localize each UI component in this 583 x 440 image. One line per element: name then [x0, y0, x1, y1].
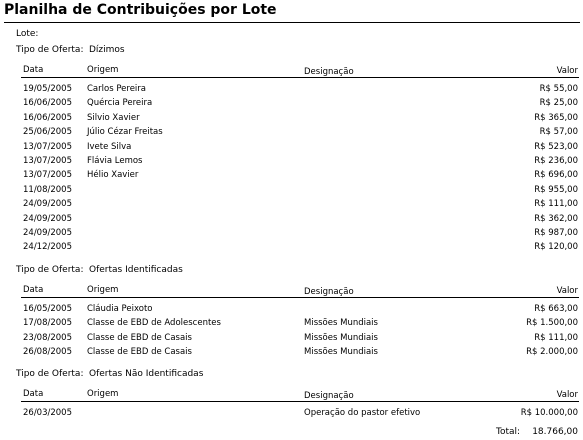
row-origem: Quércia Pereira — [87, 98, 153, 109]
row-data: 16/05/2005 — [23, 304, 72, 314]
section-name: Ofertas Não Identificadas — [89, 369, 204, 379]
column-header-data: Data — [23, 65, 44, 75]
row-data: 24/09/2005 — [23, 199, 72, 210]
row-valor: R$ 111,00 — [534, 332, 578, 343]
row-valor: R$ 955,00 — [534, 184, 578, 195]
row-valor: R$ 365,00 — [534, 112, 578, 123]
row-designacao: Missões Mundiais — [304, 332, 378, 343]
row-origem: Hélio Xavier — [87, 170, 139, 181]
row-valor: R$ 111,00 — [534, 199, 578, 210]
title-rule — [4, 22, 580, 23]
row-data: 26/03/2005 — [23, 408, 72, 418]
report-title: Planilha de Contribuições por Lote — [4, 2, 277, 18]
row-data: 19/05/2005 — [23, 84, 72, 94]
column-header-valor: Valor — [556, 66, 578, 76]
header-rule — [21, 297, 579, 298]
row-data: 25/06/2005 — [23, 127, 72, 138]
header-rule — [21, 77, 579, 78]
column-header-origem: Origem — [87, 65, 119, 75]
column-header-designacao: Designação — [304, 287, 354, 297]
row-origem: Júlio Cézar Freitas — [87, 127, 163, 138]
row-valor: R$ 236,00 — [534, 156, 578, 166]
lote-label: Lote: — [16, 29, 39, 39]
row-data: 13/07/2005 — [23, 141, 72, 152]
column-header-valor: Valor — [556, 390, 578, 400]
column-header-origem: Origem — [87, 285, 119, 295]
row-valor: R$ 57,00 — [539, 127, 578, 138]
section-name: Ofertas Identificadas — [89, 265, 183, 275]
row-origem: Ivete Silva — [87, 141, 132, 152]
section-name: Dízimos — [89, 45, 125, 55]
row-origem: Silvio Xavier — [87, 112, 140, 123]
row-valor: R$ 362,00 — [534, 213, 578, 224]
row-valor: R$ 696,00 — [534, 170, 578, 181]
row-valor: R$ 523,00 — [534, 141, 578, 152]
row-valor: R$ 987,00 — [534, 228, 578, 238]
row-data: 24/09/2005 — [23, 213, 72, 224]
section-label: Tipo de Oferta: — [16, 265, 84, 275]
row-designacao: Missões Mundiais — [304, 318, 378, 329]
row-data: 16/06/2005 — [23, 98, 72, 109]
row-data: 13/07/2005 — [23, 170, 72, 181]
row-data: 17/08/2005 — [23, 318, 72, 329]
row-origem: Flávia Lemos — [87, 156, 143, 166]
total-label: Total: — [496, 427, 521, 437]
row-designacao: Operação do pastor efetivo — [304, 408, 421, 418]
row-designacao: Missões Mundiais — [304, 347, 378, 358]
row-data: 11/08/2005 — [23, 184, 72, 195]
row-origem: Cláudia Peixoto — [87, 304, 153, 314]
row-valor: R$ 10.000,00 — [520, 408, 578, 418]
row-valor: R$ 663,00 — [534, 304, 578, 314]
row-valor: R$ 25,00 — [539, 98, 578, 109]
row-valor: R$ 55,00 — [539, 84, 578, 94]
row-data: 23/08/2005 — [23, 332, 72, 343]
row-origem: Classe de EBD de Casais — [87, 332, 192, 343]
row-origem: Classe de EBD de Casais — [87, 347, 192, 358]
column-header-valor: Valor — [556, 286, 578, 296]
row-valor: R$ 1.500,00 — [526, 318, 578, 329]
column-header-designacao: Designação — [304, 391, 354, 401]
column-header-data: Data — [23, 285, 44, 295]
row-valor: R$ 2.000,00 — [526, 347, 578, 358]
column-header-designacao: Designação — [304, 67, 354, 77]
row-data: 16/06/2005 — [23, 112, 72, 123]
row-data: 13/07/2005 — [23, 156, 72, 166]
column-header-data: Data — [23, 389, 44, 399]
row-data: 26/08/2005 — [23, 347, 72, 358]
row-origem: Classe de EBD de Adolescentes — [87, 318, 221, 329]
row-data: 24/12/2005 — [23, 242, 72, 253]
row-origem: Carlos Pereira — [87, 84, 146, 94]
section-label: Tipo de Oferta: — [16, 369, 84, 379]
header-rule — [21, 401, 579, 402]
total-value: 18.766,00 — [532, 427, 578, 437]
column-header-origem: Origem — [87, 389, 119, 399]
section-label: Tipo de Oferta: — [16, 45, 84, 55]
row-data: 24/09/2005 — [23, 228, 72, 238]
row-valor: R$ 120,00 — [534, 242, 578, 253]
